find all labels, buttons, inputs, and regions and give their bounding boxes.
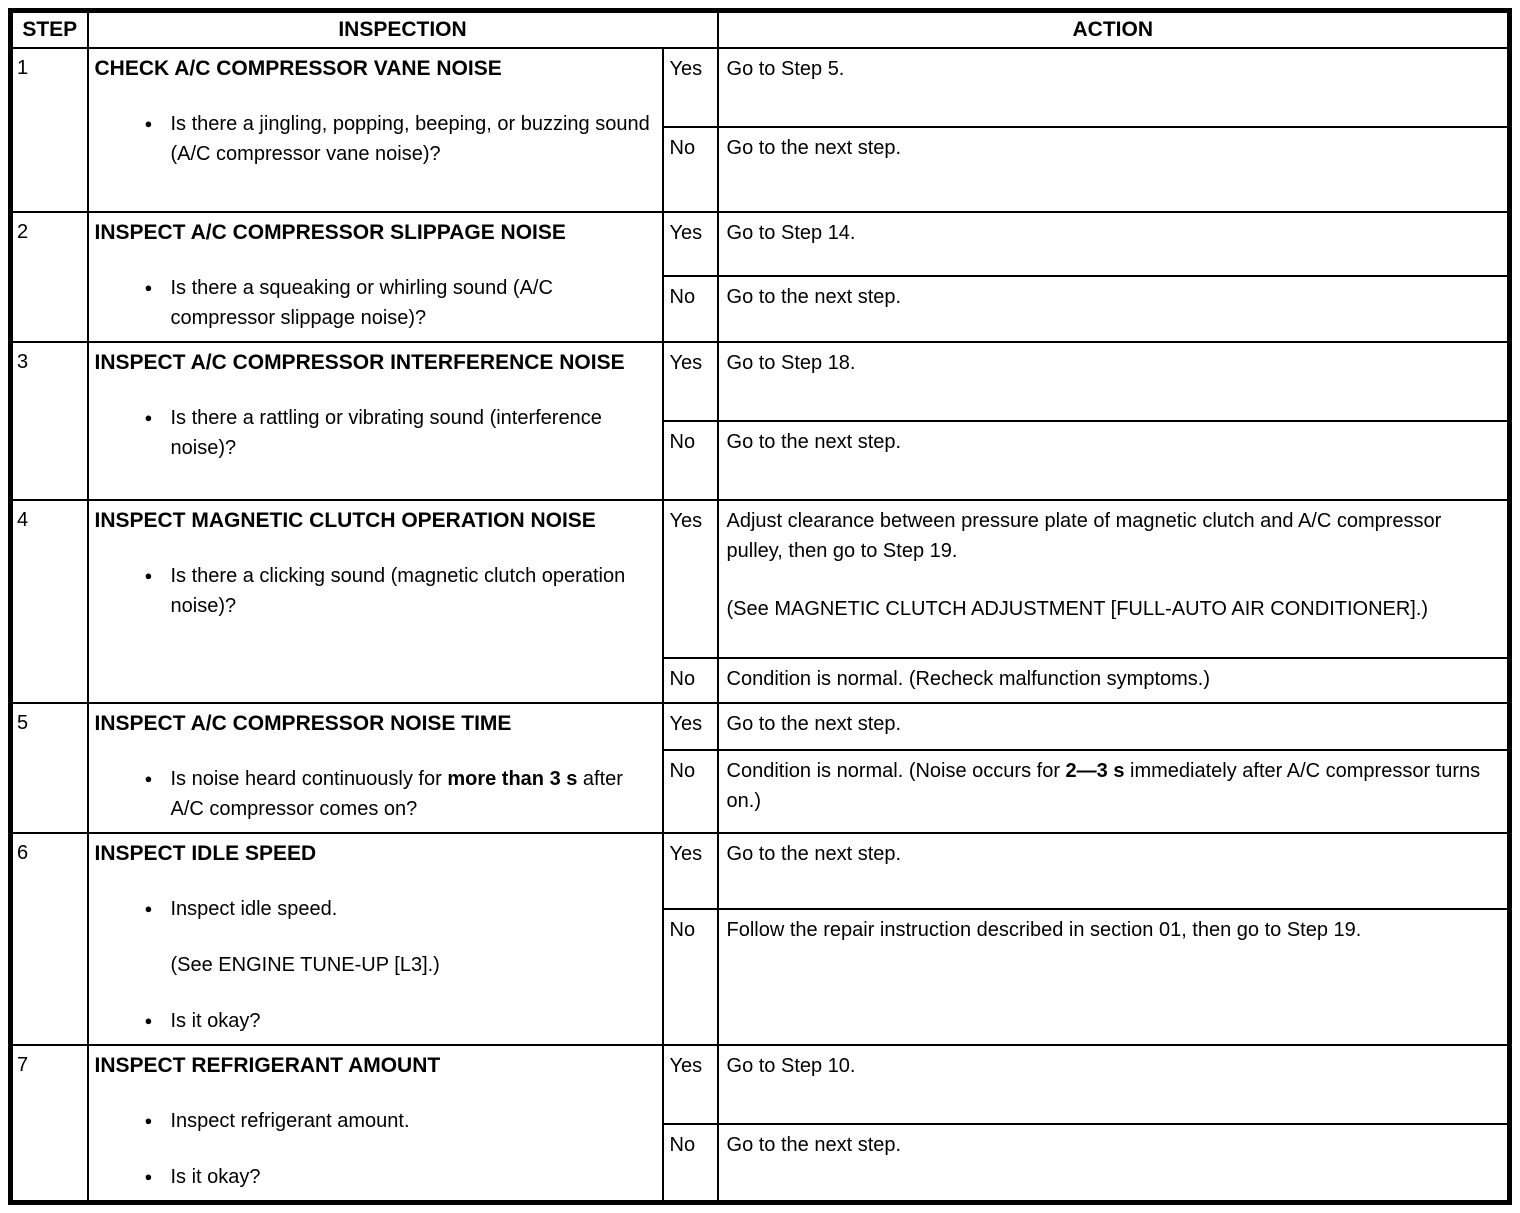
inspection-item-text <box>171 1106 410 1136</box>
step-1-yes-subrow <box>11 48 1510 127</box>
text-segment: Is there a clicking sound (magnetic clutch operation noise)? <box>170 565 626 617</box>
step-4-yes-subrow <box>11 500 1510 658</box>
step-7-yes-subrow <box>11 1045 1510 1124</box>
inspection-title: INSPECT A/C COMPRESSOR SLIPPAGE NOISE <box>94 221 566 244</box>
bullet-icon: ● <box>144 410 153 425</box>
bold-text-segment: 2—3 s <box>1065 760 1125 783</box>
inspection-cell <box>88 342 663 500</box>
inspection-title: INSPECT A/C COMPRESSOR INTERFERENCE NOISE <box>94 351 625 374</box>
header-row <box>11 11 1510 49</box>
answer-yes-label: Yes <box>663 833 718 909</box>
text-segment: Go to the next step. <box>726 713 902 735</box>
action-cell <box>718 212 1510 276</box>
inspection-item-text <box>171 403 654 463</box>
inspection-bullet-item <box>145 273 654 333</box>
action-cell <box>718 833 1510 909</box>
inspection-item-text <box>171 764 654 824</box>
action-cell <box>718 1124 1510 1203</box>
inspection-title: CHECK A/C COMPRESSOR VANE NOISE <box>94 57 502 80</box>
answer-no-label: No <box>663 421 718 500</box>
action-cell <box>718 909 1510 1045</box>
inspection-cell <box>88 833 663 1045</box>
step-number: 2 <box>11 212 88 342</box>
inspection-cell <box>88 1045 663 1203</box>
answer-yes-label: Yes <box>663 703 718 750</box>
text-segment: Is noise heard continuously for <box>170 768 448 790</box>
text-segment: Is there a rattling or vibrating sound (interference noise)? <box>170 407 602 459</box>
inspection-title: INSPECT REFRIGERANT AMOUNT <box>94 1054 441 1077</box>
bold-text-segment: more than 3 s <box>447 768 578 790</box>
inspection-cell <box>88 48 663 212</box>
text-segment: Adjust clearance between pressure plate of magnetic clutch and A/C compressor pulley, then go to Step 19. <box>726 510 1442 562</box>
action-cell <box>718 500 1510 658</box>
bullet-icon: ● <box>144 280 153 295</box>
step-2-yes-subrow <box>11 212 1510 276</box>
answer-yes-label: Yes <box>663 500 718 658</box>
inspection-bullet-item <box>145 1006 654 1036</box>
step-number: 1 <box>11 48 88 212</box>
bullet-icon: ● <box>144 568 153 583</box>
step-number: 5 <box>11 703 88 833</box>
text-segment: Go to Step 18. <box>726 352 856 374</box>
inspection-item-text <box>171 1162 261 1192</box>
action-cell <box>718 703 1510 750</box>
action-cell <box>718 48 1510 127</box>
answer-no-label: No <box>663 276 718 342</box>
action-paragraph <box>727 54 1497 84</box>
inspection-item-text <box>171 1006 261 1036</box>
text-segment: Follow the repair instruction described in section 01, then go to Step 19. <box>726 918 1362 941</box>
inspection-bullet-item <box>145 1162 654 1192</box>
action-cell <box>718 750 1510 833</box>
text-segment: Is it okay? <box>170 1166 261 1188</box>
inspection-cell <box>88 703 663 833</box>
bullet-icon: ● <box>144 116 153 131</box>
action-paragraph <box>727 915 1497 945</box>
action-cell <box>718 127 1510 212</box>
text-segment: Go to Step 14. <box>726 222 856 244</box>
action-cell <box>718 658 1510 703</box>
inspection-bullet-item <box>145 403 654 463</box>
answer-no-label: No <box>663 1124 718 1203</box>
inspection-item-text <box>171 273 654 333</box>
bullet-icon: ● <box>144 771 153 786</box>
action-paragraph <box>727 594 1497 624</box>
answer-no-label: No <box>663 909 718 1045</box>
bullet-icon: ● <box>144 1113 153 1128</box>
inspection-bullet-item <box>145 109 654 169</box>
text-segment: Is it okay? <box>170 1010 261 1032</box>
action-paragraph <box>727 1130 1497 1160</box>
text-segment: Condition is normal. (Recheck malfunction symptoms.) <box>726 668 1211 690</box>
header-inspection: INSPECTION <box>88 11 718 49</box>
step-number: 6 <box>11 833 88 1045</box>
text-segment: (See ENGINE TUNE-UP [L3].) <box>170 954 440 976</box>
text-segment: Inspect idle speed. <box>170 898 338 920</box>
action-paragraph <box>727 664 1497 694</box>
text-segment: Go to the next step. <box>726 843 902 865</box>
text-segment: Is there a jingling, popping, beeping, or buzzing sound (A/C compressor vane noise)? <box>170 113 650 165</box>
text-segment: Condition is normal. (Noise occurs for <box>726 760 1066 783</box>
bullet-icon: ● <box>144 1169 153 1184</box>
action-paragraph <box>727 709 1497 739</box>
answer-yes-label: Yes <box>663 1045 718 1124</box>
header-step: STEP <box>11 11 88 49</box>
action-paragraph <box>727 839 1497 869</box>
inspection-cell <box>88 500 663 703</box>
inspection-item-text <box>171 954 440 976</box>
action-cell <box>718 342 1510 421</box>
inspection-item-text <box>171 894 338 924</box>
action-paragraph <box>727 427 1497 457</box>
header-action: ACTION <box>718 11 1510 49</box>
action-paragraph <box>727 506 1497 566</box>
action-paragraph <box>727 756 1497 816</box>
text-segment: (See MAGNETIC CLUTCH ADJUSTMENT [FULL-AUTO AIR CONDITIONER].) <box>726 598 1429 620</box>
answer-yes-label: Yes <box>663 342 718 421</box>
action-paragraph <box>727 348 1497 378</box>
text-segment: Inspect refrigerant amount. <box>170 1110 410 1132</box>
text-segment: Go to the next step. <box>726 286 902 309</box>
table-body <box>11 48 1510 1203</box>
answer-no-label: No <box>663 750 718 833</box>
answer-no-label: No <box>663 658 718 703</box>
action-paragraph <box>727 1051 1497 1081</box>
step-5-yes-subrow <box>11 703 1510 750</box>
answer-yes-label: Yes <box>663 212 718 276</box>
text-segment: Go to Step 10. <box>726 1055 856 1077</box>
action-cell <box>718 276 1510 342</box>
text-segment: after A/C compressor comes on? <box>170 768 623 820</box>
bullet-icon: ● <box>144 1013 153 1028</box>
inspection-bullet-item <box>145 894 654 924</box>
step-number: 4 <box>11 500 88 703</box>
text-segment: Go to Step 5. <box>726 58 845 80</box>
answer-yes-label: Yes <box>663 48 718 127</box>
bullet-icon: ● <box>144 901 153 916</box>
text-segment: immediately after A/C compressor turns on.) <box>726 760 1481 813</box>
inspection-title: INSPECT A/C COMPRESSOR NOISE TIME <box>94 712 512 735</box>
step-6-yes-subrow <box>11 833 1510 909</box>
step-number: 3 <box>11 342 88 500</box>
action-paragraph <box>727 282 1497 312</box>
inspection-title: INSPECT MAGNETIC CLUTCH OPERATION NOISE <box>94 509 596 532</box>
action-cell <box>718 421 1510 500</box>
text-segment: Go to the next step. <box>726 1133 902 1156</box>
inspection-item-text <box>171 109 654 169</box>
step-3-yes-subrow <box>11 342 1510 421</box>
step-number: 7 <box>11 1045 88 1203</box>
text-segment: Go to the next step. <box>726 431 902 453</box>
text-segment: Is there a squeaking or whirling sound (A/C compressor slippage noise)? <box>170 277 553 329</box>
answer-no-label: No <box>663 127 718 212</box>
inspection-item-text <box>171 561 654 621</box>
inspection-cell <box>88 212 663 342</box>
action-paragraph <box>727 218 1497 248</box>
action-cell <box>718 1045 1510 1124</box>
text-segment: Go to the next step. <box>726 137 902 159</box>
inspection-bullet-item <box>145 764 654 824</box>
inspection-title: INSPECT IDLE SPEED <box>94 842 317 865</box>
inspection-note-item <box>171 950 654 980</box>
inspection-bullet-item <box>145 561 654 621</box>
action-paragraph <box>727 133 1497 163</box>
inspection-bullet-item <box>145 1106 654 1136</box>
troubleshooting-table <box>8 8 1512 1205</box>
